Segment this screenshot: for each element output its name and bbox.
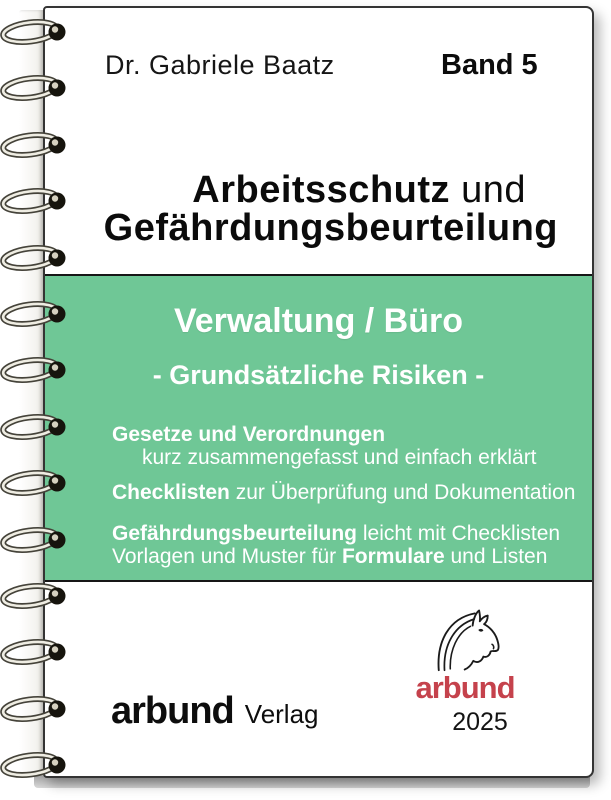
spiral-binding [0, 0, 72, 800]
stamp-year: 2025 [452, 708, 508, 736]
spiral-coil [0, 748, 70, 782]
feature-detail: kurz zusammengefasst und einfach erklärt [142, 446, 537, 469]
horse-head-icon [433, 608, 505, 672]
author-name: Dr. Gabriele Baatz [105, 50, 335, 80]
feature-keyword: Gesetze und Verordnungen [112, 423, 386, 446]
book-title-line1: Arbeitsschutz und [192, 169, 526, 211]
green-banner [45, 274, 592, 582]
spiral-coil [0, 692, 70, 726]
book-title [104, 171, 558, 247]
publisher-wordmark: arbund [111, 690, 234, 732]
stamp-brand: arbund [415, 670, 515, 705]
spiral-coil [0, 15, 70, 49]
spiral-coil [0, 184, 70, 218]
book-title-line2: Gefährdungsbeurteilung [103, 207, 558, 249]
spiral-coil [0, 353, 70, 387]
spiral-coil [0, 128, 70, 162]
spiral-coil [0, 579, 70, 613]
spiral-coil [0, 523, 70, 557]
spiral-coil [0, 71, 70, 105]
spiral-coil [0, 297, 70, 331]
feature-detail: leicht mit Checklisten [357, 522, 561, 545]
spiral-coil [0, 635, 70, 669]
edition-label: Band 5 [441, 49, 538, 81]
publisher-suffix: Verlag [244, 699, 319, 729]
feature-keyword: Gefährdungsbeurteilung [112, 522, 358, 545]
feature-detail: zur Überprüfung und Dokumentation [229, 481, 576, 504]
banner-heading: Verwaltung / Büro [173, 302, 464, 340]
brand-stamp [417, 608, 517, 737]
spiral-coil [0, 466, 70, 500]
spiral-coil [0, 410, 70, 444]
feature-item-laws [112, 423, 537, 469]
feature-item-checklists [112, 481, 575, 504]
spiral-coil [0, 241, 70, 275]
feature-keyword: Checklisten [112, 481, 230, 504]
feature-item-assessment: Gefährdungsbeurteilung leicht mit Checklisten Vorlagen und Muster für Formulare und Listen [112, 522, 561, 568]
publisher-logo [111, 690, 319, 733]
banner-subheading: - Grundsätzliche Risiken - [152, 360, 485, 390]
book-cover [43, 6, 594, 778]
